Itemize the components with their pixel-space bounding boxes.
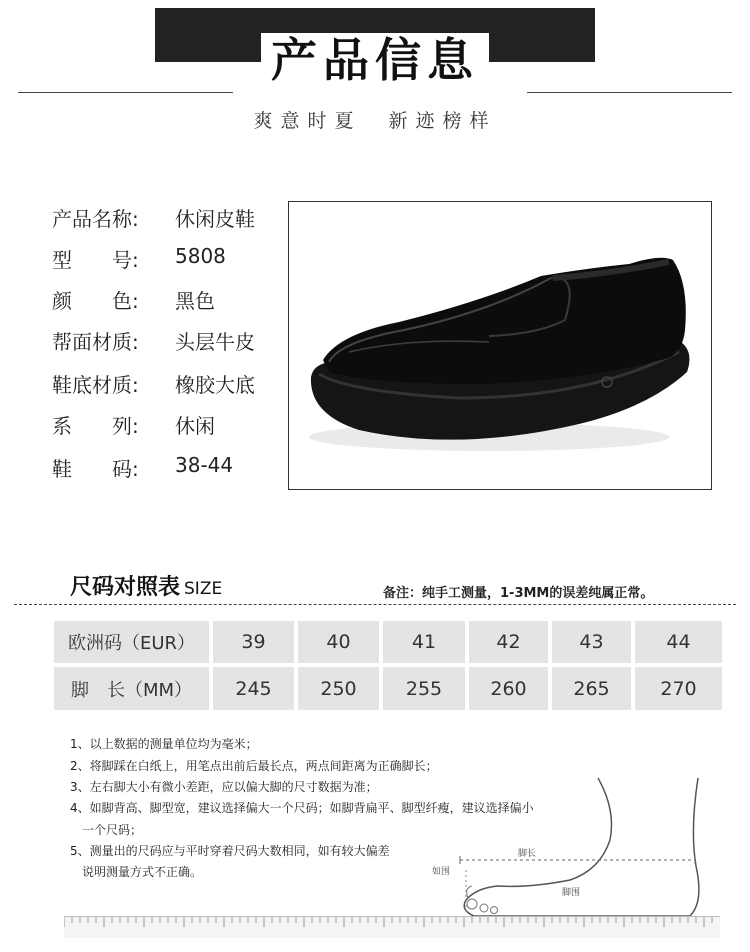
- spec-label: 鞋底材质:: [52, 373, 139, 397]
- foot-length-label: 脚长: [518, 849, 537, 859]
- spec-label: 型 号:: [52, 248, 139, 272]
- size-table: [54, 621, 722, 710]
- spec-label: 产品名称:: [52, 207, 139, 231]
- instruction-line: 2、将脚踩在白纸上，用笔点出前后最长点，两点间距离为正确脚长；: [70, 759, 438, 773]
- table-cell: 41: [383, 621, 465, 663]
- instruction-line: 1、以上数据的测量单位均为毫米；: [70, 737, 258, 751]
- spec-label: 系 列:: [52, 414, 139, 438]
- spec-label: 鞋 码:: [52, 457, 139, 481]
- table-header-cell: 欧洲码（EUR）: [54, 621, 209, 663]
- foot-measurement-diagram: [420, 770, 740, 940]
- table-cell: 250: [298, 667, 379, 710]
- title-rule-left: [18, 92, 233, 93]
- spec-value: 黑色: [175, 289, 215, 313]
- table-cell: 265: [552, 667, 631, 710]
- table-cell: 40: [298, 621, 379, 663]
- spec-value: 休闲: [175, 414, 215, 438]
- foot-girth-label: 如围: [432, 867, 451, 877]
- spec-row: [52, 285, 215, 315]
- table-cell: 43: [552, 621, 631, 663]
- spec-row: [52, 326, 255, 356]
- table-cell: 260: [469, 667, 548, 710]
- instruction-line: 一个尺码；: [70, 823, 143, 837]
- spec-row: [52, 453, 233, 483]
- measuring-ruler: [64, 916, 720, 938]
- instruction-line: 4、如脚背高、脚型宽，建议选择偏大一个尺码；如脚背扁平、脚型纤瘦，建议选择偏小: [70, 801, 534, 815]
- instruction-line: 说明测量方式不正确。: [70, 865, 203, 879]
- instruction-line: 5、测量出的尺码应与平时穿着尺码大数相同，如有较大偏差: [70, 844, 390, 858]
- table-cell: 245: [213, 667, 294, 710]
- spec-value: 38-44: [175, 453, 234, 477]
- table-header-cell: 脚 长（MM）: [54, 667, 209, 710]
- table-cell: 39: [213, 621, 294, 663]
- size-chart-title-text: 尺码对照表: [70, 575, 181, 600]
- spec-label: 帮面材质:: [52, 330, 139, 354]
- title-rule-right: [527, 92, 732, 93]
- spec-row: [52, 410, 215, 440]
- shoe-image: [289, 202, 712, 490]
- spec-value: 头层牛皮: [175, 330, 255, 354]
- spec-label: 颜 色:: [52, 289, 139, 313]
- dashed-divider: [14, 604, 736, 605]
- spec-row: [52, 203, 255, 233]
- product-photo: [288, 201, 712, 490]
- size-chart-note: 备注：纯手工测量，1-3MM的误差纯属正常。: [383, 586, 654, 601]
- table-cell: 255: [383, 667, 465, 710]
- instruction-line: 3、左右脚大小有微小差距，应以偏大脚的尺寸数据为准；: [70, 780, 378, 794]
- spec-row: [52, 244, 226, 274]
- size-chart-title: [70, 570, 222, 601]
- table-cell: 42: [469, 621, 548, 663]
- spec-row: [52, 369, 255, 399]
- size-chart-title-en: SIZE: [184, 579, 223, 599]
- table-cell: 44: [635, 621, 722, 663]
- foot-ball-label: 脚围: [562, 888, 581, 898]
- spec-value: 橡胶大底: [175, 373, 255, 397]
- spec-value: 休闲皮鞋: [175, 207, 255, 231]
- page-title: 产品信息: [0, 32, 750, 88]
- table-cell: 270: [635, 667, 722, 710]
- page-subtitle: 爽意时夏 新迹榜样: [253, 110, 497, 132]
- spec-value: 5808: [175, 244, 226, 268]
